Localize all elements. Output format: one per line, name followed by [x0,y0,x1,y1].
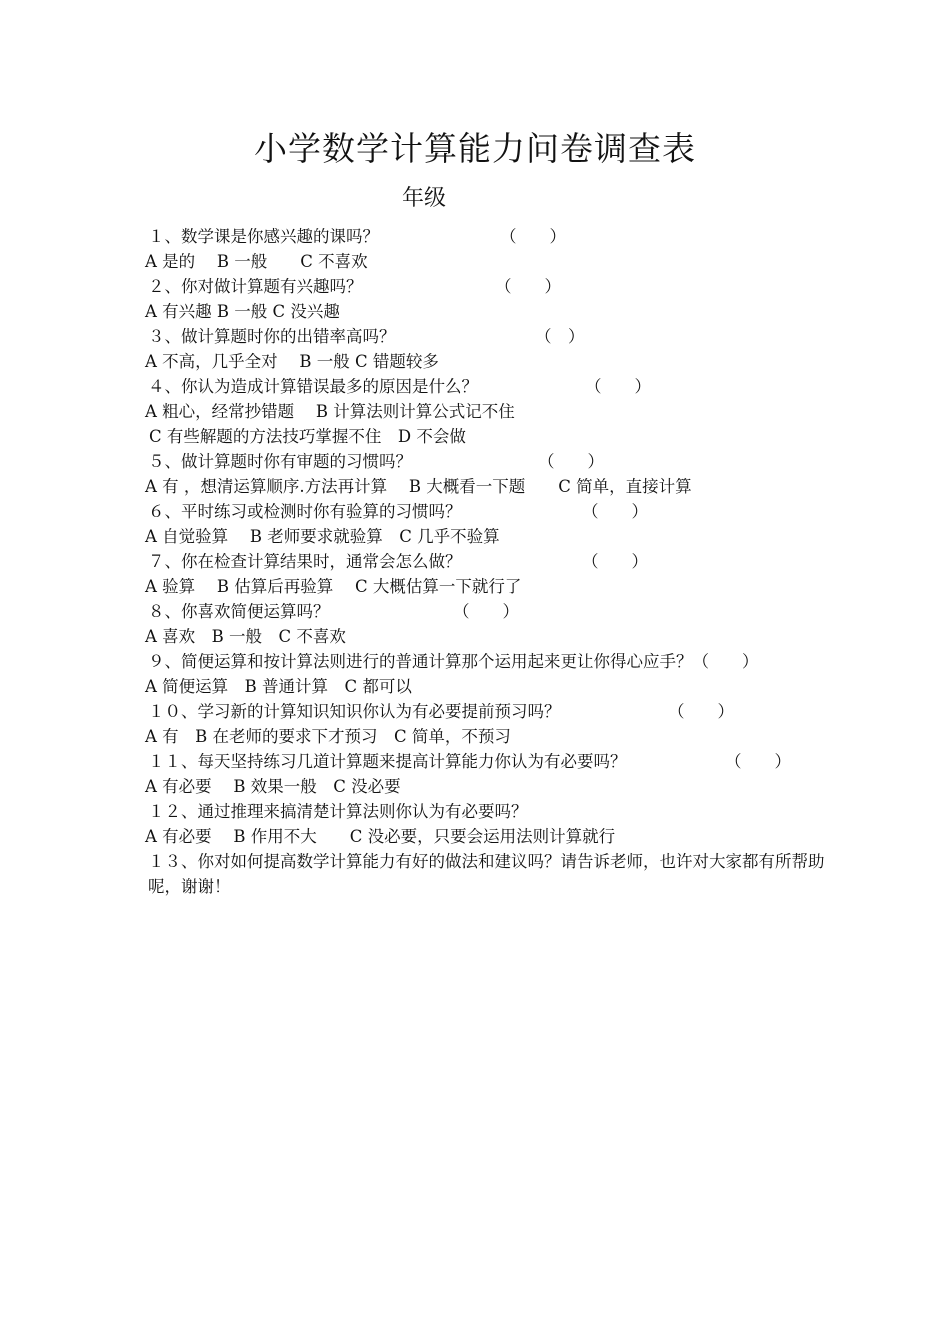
question-9 [145,649,825,674]
question-4-options-1: A 粗心，经常抄错题 B 计算法则计算公式记不住 [145,402,515,421]
answer-paren: （ ） [453,602,519,621]
question-6-options: A 自觉验算 B 老师要求就验算 C 几乎不验算 [145,527,500,546]
question-text: ５、做计算题时你有审题的习惯吗？ [148,452,412,471]
question-6 [145,499,825,524]
grade-label: 年级 [402,186,447,211]
question-3-options: A 不高，几乎全对 B 一般 C 错题较多 [145,352,439,371]
question-1-options: A 是的 B 一般 C 不喜欢 [145,252,368,271]
question-text: １２、通过推理来搞清楚计算法则你认为有必要吗？ [148,802,528,821]
answer-paren: （ ） [535,327,585,346]
question-10-options: A 有 B 在老师的要求下才预习 C 简单，不预习 [145,727,511,746]
question-5 [145,449,825,474]
question-text: １０、学习新的计算知识知识你认为有必要提前预习吗？ [148,702,561,721]
question-7 [145,549,825,574]
answer-paren: （ ） [582,552,648,571]
answer-paren: （ ） [668,702,734,721]
question-5-options: A 有 ，想清运算顺序.方法再计算 B 大概看一下题 C 简单，直接计算 [145,477,692,496]
question-text: １、数学课是你感兴趣的课吗？ [148,227,379,246]
question-4-options-2: C 有些解题的方法技巧掌握不住 D 不会做 [149,427,466,446]
question-list [145,224,825,899]
question-12 [145,799,825,824]
answer-paren: （ ） [582,502,648,521]
answer-paren: （ ） [725,752,791,771]
question-text: ３、做计算题时你的出错率高吗？ [148,327,396,346]
question-4 [145,374,825,399]
question-10 [145,699,825,724]
page-title: 小学数学计算能力问卷调查表 [254,129,696,168]
question-text: ８、你喜欢简便运算吗？ [148,602,330,621]
question-9-options: A 简便运算 B 普通计算 C 都可以 [145,677,412,696]
answer-paren: （ ） [538,452,604,471]
question-text: ４、你认为造成计算错误最多的原因是什么？ [148,377,478,396]
question-text: １３、你对如何提高数学计算能力有好的做法和建议吗？请告诉老师，也许对大家都有所帮助呢，谢谢！ [148,852,825,896]
question-text: １１、每天坚持练习几道计算题来提高计算能力你认为有必要吗？ [148,752,627,771]
question-8 [145,599,825,624]
question-8-options: A 喜欢 B 一般 C 不喜欢 [145,627,346,646]
question-11 [145,749,825,774]
question-text: ２、你对做计算题有兴趣吗？ [148,277,363,296]
question-12-options: A 有必要 B 作用不大 C 没必要，只要会运用法则计算就行 [145,827,616,846]
answer-paren: （ ） [500,227,566,246]
question-text: ７、你在检查计算结果时，通常会怎么做？ [148,552,462,571]
answer-paren: （ ） [585,377,651,396]
question-text: ９、简便运算和按计算法则进行的普通计算那个运用起来更让你得心应手？（ ） [148,652,759,671]
answer-paren: （ ） [495,277,561,296]
question-1 [145,224,825,249]
question-13 [145,849,825,899]
question-11-options: A 有必要 B 效果一般 C 没必要 [145,777,401,796]
question-2-options: A 有兴趣 B 一般 C 没兴趣 [145,302,340,321]
question-3 [145,324,825,349]
question-2 [145,274,825,299]
question-text: ６、平时练习或检测时你有验算的习惯吗？ [148,502,462,521]
question-7-options: A 验算 B 估算后再验算 C 大概估算一下就行了 [145,577,522,596]
